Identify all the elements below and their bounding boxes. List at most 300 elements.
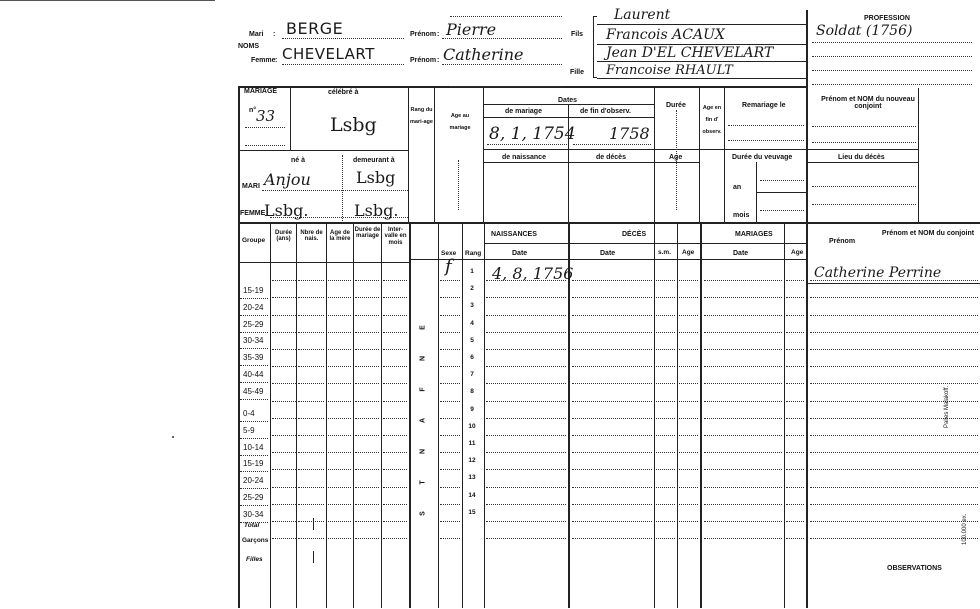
row-dotted-line [572,366,652,367]
age-mere-label: Age de la mère [329,230,351,243]
deces-grid-label: DÉCÈS [622,231,647,238]
row-dotted-line [810,418,978,419]
age-group-label: 45-49 [243,386,264,396]
prenom-grid-label: Prénom [829,238,856,245]
row-dotted-line [810,504,978,505]
row-dotted-line [679,297,698,298]
sep: : [273,31,276,38]
row-dotted-line [786,521,804,522]
row-dotted-line [572,504,652,505]
age-group-label: 5-9 [243,425,255,435]
row-dotted-line [383,521,407,522]
row-dotted-line [383,349,407,350]
row-dotted-line [656,297,675,298]
mari-label: Mari [249,31,264,38]
row-dotted-line [328,349,351,350]
row-dotted-line [272,435,296,436]
enfants-letter: A [419,417,427,424]
rang-number: 8 [470,388,474,396]
age-group-line [240,365,268,366]
naissance-label: de naissance [502,154,546,161]
enfants-letter: F [419,387,427,392]
age-group-label: 10-14 [243,442,264,452]
row-dotted-line [298,315,324,316]
right-rule [806,10,808,608]
row-dotted-line [656,332,675,333]
row-dotted-line [572,435,652,436]
femme-demeurant: Lsbg. [354,201,399,220]
row-dotted-line [272,349,296,350]
lieu-deces-label: Lieu du décès [838,154,885,161]
groupe-label: Groupe [242,237,266,244]
row-dotted-line [272,504,296,505]
row-dotted-line [786,297,804,298]
duree-mariage-label: Durée de mariage [354,227,381,240]
row-dotted-line [383,469,407,470]
row-dotted-line [440,297,460,298]
row-dotted-line [272,297,296,298]
row-dotted-line [486,349,566,350]
age-group-line [240,332,268,333]
femme-ne: Lsbg. [264,201,309,220]
sep: : [275,57,278,64]
nbre-label: Nbre de nais. [300,230,323,243]
row-dotted-line [298,401,324,402]
row-dotted-line [786,435,804,436]
age-group-label: 25-29 [243,493,264,502]
row-dotted-line [486,418,566,419]
row-dotted-line [355,538,379,539]
row-dotted-line [355,366,379,367]
intervalle-label: Inter-valle en mois [384,227,407,246]
row-dotted-line [704,383,782,384]
rang-number: 4 [470,319,474,327]
rang-label: Rang [465,250,482,257]
row-dotted-line [810,452,978,453]
filles-label: Filles [246,556,263,563]
row-dotted-line [355,280,379,281]
row-dotted-line [572,487,652,488]
rang-number: 6 [470,354,474,361]
row-dotted-line [328,504,351,505]
row-dotted-line [486,280,566,281]
row-dotted-line [355,469,379,470]
row-dotted-line [656,504,675,505]
row-dotted-line [440,469,460,470]
row-dotted-line [810,297,978,298]
row-dotted-line [810,383,978,384]
row-dotted-line [810,349,978,350]
row-dotted-line [679,435,698,436]
celebre-label: célébré à [328,89,359,96]
row-dotted-line [786,332,804,333]
row-dotted-line [355,315,379,316]
row-dotted-line [440,521,460,522]
row-dotted-line [486,435,566,436]
enfants-letter: N [419,448,427,455]
row-dotted-line [704,538,782,539]
row-dotted-line [704,366,782,367]
row-dotted-line [383,315,407,316]
row-dotted-line [656,469,675,470]
row-dotted-line [486,538,566,539]
mariages-age-label: Age [791,249,804,256]
mari-demeurant: Lsbg [356,168,396,187]
row-dotted-line [440,332,460,333]
deces-label: de décès [596,154,626,161]
prenom-label: Prénom [410,57,437,64]
row-dotted-line [440,383,460,384]
age-group-line [240,298,268,299]
row-dotted-line [679,538,698,539]
age-group-line [240,505,268,506]
row-dotted-line [656,487,675,488]
row-dotted-line [328,452,351,453]
duree-label: Durée [666,102,686,109]
enfants-letter: N [419,355,427,362]
observations-label: OBSERVATIONS [887,565,942,572]
fils-3: Jean D'EL CHEVELART [606,45,774,61]
rang-number: 2 [470,285,474,293]
row-dotted-line [328,383,351,384]
row-dotted-line [572,521,652,522]
child1-sexe: f [445,256,452,277]
row-dotted-line [383,297,407,298]
date-mariage-label: de mariage [505,108,542,115]
row-dotted-line [810,332,978,333]
rang-number: 10 [468,422,476,430]
rang-mariage-label: Rang du mari-age [410,107,433,125]
demeurant-label: demeurant à [353,157,395,164]
row-dotted-line [572,452,652,453]
row-dotted-line [355,452,379,453]
age-group-label: 30-34 [243,509,264,519]
age-group-label: 15-19 [243,459,264,469]
row-dotted-line [656,401,675,402]
ne-label: né à [291,157,306,164]
row-dotted-line [383,452,407,453]
row-dotted-line [298,452,324,453]
row-dotted-line [440,452,460,453]
row-dotted-line [810,366,978,367]
row-dotted-line [572,280,652,281]
enfants-letter: E [419,325,427,330]
fille-1: Francoise RHAULT [606,63,733,78]
row-dotted-line [786,401,804,402]
row-dotted-line [355,332,379,333]
rang-number: 7 [470,371,474,379]
row-dotted-line [355,435,379,436]
row-dotted-line [810,401,978,402]
row-dotted-line [383,418,407,419]
row-dotted-line [572,297,652,298]
enfants-letter: S [419,511,427,516]
age-group-line [240,382,268,383]
rang-number: 15 [468,508,476,516]
age-group-line [240,315,268,316]
mari-ne: Anjou [264,170,311,189]
femme-nom: CHEVELART [282,45,375,63]
row-dotted-line [328,469,351,470]
naissance-date-label: Date [512,250,528,257]
row-dotted-line [679,418,698,419]
row-dotted-line [272,521,296,522]
row-dotted-line [328,435,351,436]
row-dotted-line [486,315,566,316]
age-label2: Age [669,154,683,161]
row-dotted-line [486,297,566,298]
row-dotted-line [440,418,460,419]
rang-number: 12 [468,457,476,465]
age-group-label: 20-24 [243,302,264,312]
mariage-numero: 33 [256,107,276,125]
row-dotted-line [298,418,324,419]
row-dotted-line [298,435,324,436]
age-group-label: 25-29 [243,319,264,329]
row-dotted-line [679,469,698,470]
row-dotted-line [486,504,566,505]
row-dotted-line [272,383,296,384]
mari-prenom: Pierre [446,20,497,39]
row-dotted-line [298,349,324,350]
row-dotted-line [298,538,324,539]
total-tick [313,518,314,530]
row-dotted-line [272,401,296,402]
row-dotted-line [328,332,351,333]
row-dotted-line [786,280,804,281]
rang-number: 5 [470,336,474,344]
row-dotted-line [572,538,652,539]
age-group-label: 20-24 [243,476,264,486]
row-dotted-line [355,418,379,419]
row-dotted-line [572,349,652,350]
row-dotted-line [786,366,804,367]
age-group-label: 35-39 [243,353,264,363]
age-group-line [240,455,268,456]
row-dotted-line [810,538,978,539]
row-dotted-line [272,332,296,333]
row-dotted-line [679,487,698,488]
row-dotted-line [272,538,296,539]
row-dotted-line [328,521,351,522]
row-dotted-line [786,469,804,470]
row-dotted-line [572,469,652,470]
sep: : [437,31,440,38]
row-dotted-line [810,487,978,488]
row-dotted-line [572,418,652,419]
row-dotted-line [572,315,652,316]
dates-label: Dates [558,97,578,104]
mari-res-label: MARI [242,183,260,190]
age-mariage-label: Age au mariage [449,113,471,131]
age-group-line [240,471,268,472]
row-dotted-line [572,401,652,402]
duree-veuvage-label: Durée du veuvage [732,154,793,161]
row-dotted-line [786,504,804,505]
row-dotted-line [298,280,324,281]
row-dotted-line [786,349,804,350]
row-dotted-line [298,469,324,470]
row-dotted-line [810,315,978,316]
duree-ans-label: Durée (ans) [274,230,292,243]
naissances-label: NAISSANCES [491,231,537,238]
age-group-line [240,399,268,400]
row-dotted-line [440,366,460,367]
row-dotted-line [786,452,804,453]
row-dotted-line [704,452,782,453]
rang-number: 9 [470,405,474,413]
row-dotted-line [810,280,978,281]
row-dotted-line [355,349,379,350]
date-fin-label: de fin d'observ. [580,108,631,115]
age-fin-label: Age en fin d' observ. [702,105,722,135]
row-dotted-line [679,315,698,316]
garcons-label: Garçons [242,537,269,544]
child1-date: 4, 8, 1756 [492,264,574,283]
rang-number: 3 [470,302,474,310]
row-dotted-line [383,366,407,367]
prenom-nom-conjoint-label: Prénom et NOM du conjoint [881,230,975,237]
enfants-row-rule [597,61,806,62]
rang-number: 13 [468,474,476,482]
nouveau-conjoint-label: Prénom et NOM du nouveau conjoint [821,96,915,111]
row-dotted-line [486,521,566,522]
row-dotted-line [355,297,379,298]
row-dotted-line [298,504,324,505]
row-dotted-line [440,538,460,539]
row-dotted-line [656,521,675,522]
age-group-line [240,488,268,489]
row-dotted-line [328,401,351,402]
row-dotted-line [486,469,566,470]
rang-number: 1 [470,268,474,275]
row-dotted-line [704,435,782,436]
prenom-label: Prénom [410,31,437,38]
row-dotted-line [704,315,782,316]
row-dotted-line [679,401,698,402]
profession-label: PROFESSION [864,15,910,22]
printer-note: Palies Malakoff. [944,385,950,428]
date-fin: 1758 [609,124,650,143]
age-group-line [240,438,268,439]
row-dotted-line [679,521,698,522]
row-dotted-line [704,297,782,298]
row-dotted-line [298,521,324,522]
row-dotted-line [810,469,978,470]
age-group-line [240,348,268,349]
row-dotted-line [298,332,324,333]
row-dotted-line [298,487,324,488]
row-dotted-line [679,383,698,384]
row-dotted-line [810,521,978,522]
row-dotted-line [656,349,675,350]
row-dotted-line [486,366,566,367]
fils-2: Francois ACAUX [606,27,725,43]
row-dotted-line [328,366,351,367]
age-group-line [240,421,268,422]
sep: : [437,57,440,64]
row-dotted-line [486,383,566,384]
row-dotted-line [786,538,804,539]
row-dotted-line [440,504,460,505]
row-dotted-line [704,332,782,333]
child1-prenom: Catherine Perrine [814,265,942,281]
row-dotted-line [704,280,782,281]
row-dotted-line [272,452,296,453]
fils-label: Fils [571,31,584,38]
femme-label: Femme [251,57,276,64]
filles-tick [313,551,314,563]
row-dotted-line [679,366,698,367]
mariages-label: MARIAGES [735,231,773,238]
row-dotted-line [383,487,407,488]
row-dotted-line [272,487,296,488]
row-dotted-line [328,538,351,539]
row-dotted-line [679,280,698,281]
row-dotted-line [704,504,782,505]
row-dotted-line [298,297,324,298]
numero-label: n° [249,107,257,114]
row-dotted-line [704,469,782,470]
row-dotted-line [656,315,675,316]
row-dotted-line [704,418,782,419]
age-group-label: 15-19 [243,286,264,295]
row-dotted-line [572,383,652,384]
row-dotted-line [656,435,675,436]
mois-label: mois [733,212,750,219]
remariage-label: Remariage le [742,102,786,109]
row-dotted-line [383,401,407,402]
fils-1: Laurent [614,7,671,23]
row-dotted-line [656,418,675,419]
row-dotted-line [355,383,379,384]
row-dotted-line [486,452,566,453]
row-dotted-line [704,521,782,522]
fille-label: Fille [570,69,585,76]
row-dotted-line [272,366,296,367]
row-dotted-line [656,538,675,539]
scan-dot [172,436,174,438]
sm-label: s.m. [658,249,672,256]
row-dotted-line [440,349,460,350]
row-dotted-line [383,280,407,281]
row-dotted-line [272,469,296,470]
row-dotted-line [656,280,675,281]
row-dotted-line [704,349,782,350]
row-dotted-line [440,280,460,281]
mariage-lieu: Lsbg [330,114,377,136]
row-dotted-line [328,280,351,281]
row-dotted-line [355,401,379,402]
row-dotted-line [679,452,698,453]
row-dotted-line [704,401,782,402]
date-mariage: 8, 1, 1754 [489,124,576,144]
row-dotted-line [786,418,804,419]
femme-res-label: FEMME [240,210,266,217]
row-dotted-line [440,315,460,316]
row-dotted-line [679,349,698,350]
row-dotted-line [810,435,978,436]
row-dotted-line [328,297,351,298]
age-group-label: 0-4 [243,409,255,418]
enfants-letter: T [419,480,427,485]
row-dotted-line [328,418,351,419]
row-dotted-line [383,383,407,384]
rang-number: 14 [468,491,476,499]
row-dotted-line [383,504,407,505]
row-dotted-line [298,366,324,367]
sexe-label: Sexe [441,250,457,257]
